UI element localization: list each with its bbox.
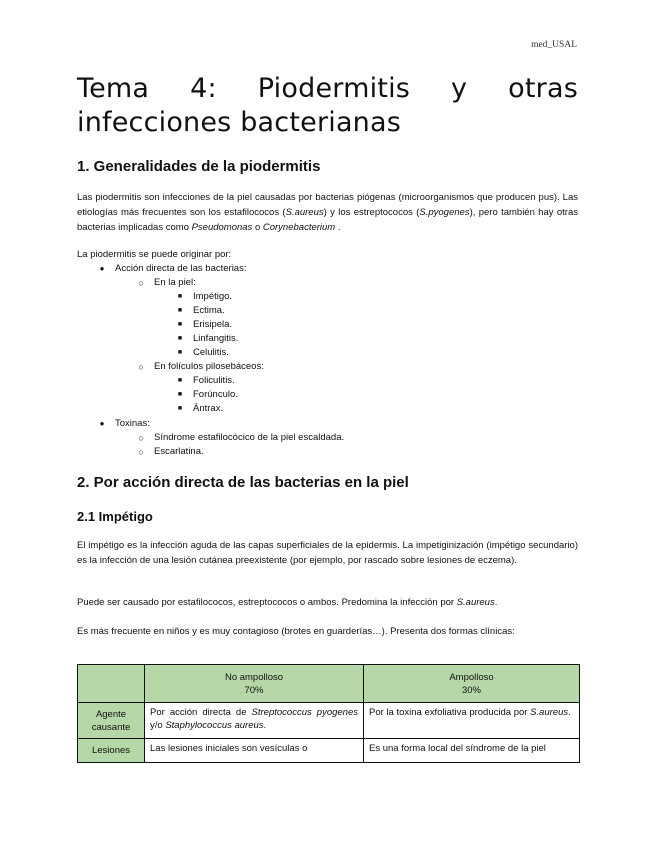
square-bullet-icon: ■ (177, 293, 183, 300)
impetigo-paragraph-1: El impétigo es la infección aguda de las capas superficiales de la epidermis. La impetiginización (impétigo secundario) es la infección de una lesión cutánea preexistente (por ejemplo, por rascado sobre lesiones de eczema). (77, 540, 578, 566)
header-pct: 30% (461, 684, 481, 696)
list-item-label: Toxinas: (115, 418, 150, 429)
cell-text: Por acción directa de (150, 707, 252, 718)
circle-bullet-icon: ○ (138, 362, 144, 372)
cell-text: Por la toxina exfoliativa producida por (369, 707, 531, 718)
square-bullet-icon: ■ (177, 307, 183, 314)
list-item-piel (177, 318, 233, 332)
square-bullet-icon: ■ (177, 349, 183, 356)
list-item-label: Síndrome estafilocócico de la piel escaldada. (154, 432, 345, 443)
list-item-accion-directa (99, 262, 247, 276)
impetigo-forms-table (77, 664, 580, 763)
page-title: Tema 4: Piodermitis y otras infecciones bacterianas (77, 73, 578, 138)
list-item-foliculo (177, 388, 238, 402)
intro-text-3: ), pero también hay otras bacterias implicadas como (77, 207, 578, 233)
cell-em: Staphylococcus aureus (165, 720, 264, 731)
square-bullet-icon: ■ (177, 405, 183, 412)
list-item-label: Celulitis. (193, 347, 229, 358)
table-row (78, 703, 580, 739)
p2-text: Puede ser causado por estafilococos, estreptococos o ambos. Predomina la infección por (77, 597, 457, 608)
intro-text-5: . (335, 222, 341, 233)
table-header-no-ampolloso (145, 665, 364, 703)
cell-text: . (263, 720, 267, 731)
list-item-label: Linfangitis. (193, 333, 239, 344)
bullet-icon: ● (99, 419, 105, 428)
p2-em-saureus: S.aureus (456, 597, 495, 608)
section-1-intro (77, 190, 578, 235)
square-bullet-icon: ■ (177, 335, 183, 342)
list-item-label: Ectima. (193, 305, 225, 316)
list-item-label: Foliculitis. (193, 375, 235, 386)
list-item-label: Acción directa de las bacterias: (115, 263, 247, 274)
circle-bullet-icon: ○ (138, 278, 144, 288)
cell-lesiones-no-ampolloso: Las lesiones iniciales son vesículas o (145, 739, 364, 763)
list-item-label: Escarlatina. (154, 446, 204, 457)
header-pct: 70% (244, 684, 264, 696)
list-item-toxina (138, 431, 345, 445)
list-item-piel (177, 332, 239, 346)
list-item-foliculo (177, 402, 224, 416)
table-corner-cell (78, 665, 145, 703)
header-name: Ampolloso (449, 671, 494, 683)
list-item-label: Ántrax. (193, 403, 224, 414)
section-1-heading: 1. Generalidades de la piodermitis (77, 158, 321, 175)
table-header-row (78, 665, 580, 703)
intro-text-4: o (252, 222, 263, 233)
list-item-label: Erisipela. (193, 319, 233, 330)
list-item-label: Impétigo. (193, 291, 233, 302)
list-item-foliculo (177, 374, 235, 388)
list-item-label: Forúnculo. (193, 389, 238, 400)
circle-bullet-icon: ○ (138, 447, 144, 457)
cell-agente-no-ampolloso (145, 703, 364, 739)
list-item-piel (177, 304, 225, 318)
intro-em-saureus: S.aureus (285, 207, 324, 218)
cell-text: . (568, 707, 571, 718)
list-item-label: En la piel: (154, 277, 196, 288)
list-item-en-foliculos (138, 360, 264, 374)
intro-em-spyogenes: S.pyogenes (419, 207, 470, 218)
header-name: No ampolloso (224, 671, 284, 683)
row-label-lesiones: Lesiones (78, 739, 145, 763)
bullet-icon: ● (99, 264, 105, 273)
intro-text-1: Las piodermitis son infecciones de la piel causadas por bacterias piógenas (microorganismos que producen pus). Las etiologías más frecuentes son los estafilococos ( (77, 192, 578, 218)
list-item-piel (177, 346, 229, 360)
list-item-piel (177, 290, 233, 304)
impetigo-paragraph-2 (77, 595, 578, 610)
intro-text-2: ) y los estreptococos ( (323, 207, 420, 218)
table-row (78, 739, 580, 763)
cell-em: S.aureus (530, 707, 569, 718)
cell-em: Streptococcus pyogenes (251, 707, 358, 718)
cell-text: y/o (150, 720, 166, 731)
intro-em-corynebacterium: Corynebacterium (262, 222, 336, 233)
row-label-agente: Agente causante (78, 703, 145, 739)
impetigo-paragraph-3: Es más frecuente en niños y es muy contagioso (brotes en guarderías…). Presenta dos formas clínicas: (77, 626, 515, 637)
square-bullet-icon: ■ (177, 377, 183, 384)
cell-lesiones-ampolloso: Es una forma local del síndrome de la piel (364, 739, 580, 763)
square-bullet-icon: ■ (177, 321, 183, 328)
intro-em-pseudomonas: Pseudomonas (191, 222, 253, 233)
section-2-heading: 2. Por acción directa de las bacterias en la piel (77, 474, 409, 491)
table-header-ampolloso (364, 665, 580, 703)
circle-bullet-icon: ○ (138, 433, 144, 443)
subsection-impetigo-heading: 2.1 Impétigo (77, 509, 153, 524)
list-item-toxina (138, 445, 204, 459)
list-item-label: En folículos pilosebáceos: (154, 361, 264, 372)
square-bullet-icon: ■ (177, 391, 183, 398)
cell-agente-ampolloso (364, 703, 580, 739)
list-intro: La piodermitis se puede originar por: (77, 249, 232, 260)
list-item-toxinas (99, 417, 150, 431)
header-tag: med_USAL (531, 40, 577, 50)
p2-end: . (494, 597, 498, 608)
list-item-en-la-piel (138, 276, 196, 290)
